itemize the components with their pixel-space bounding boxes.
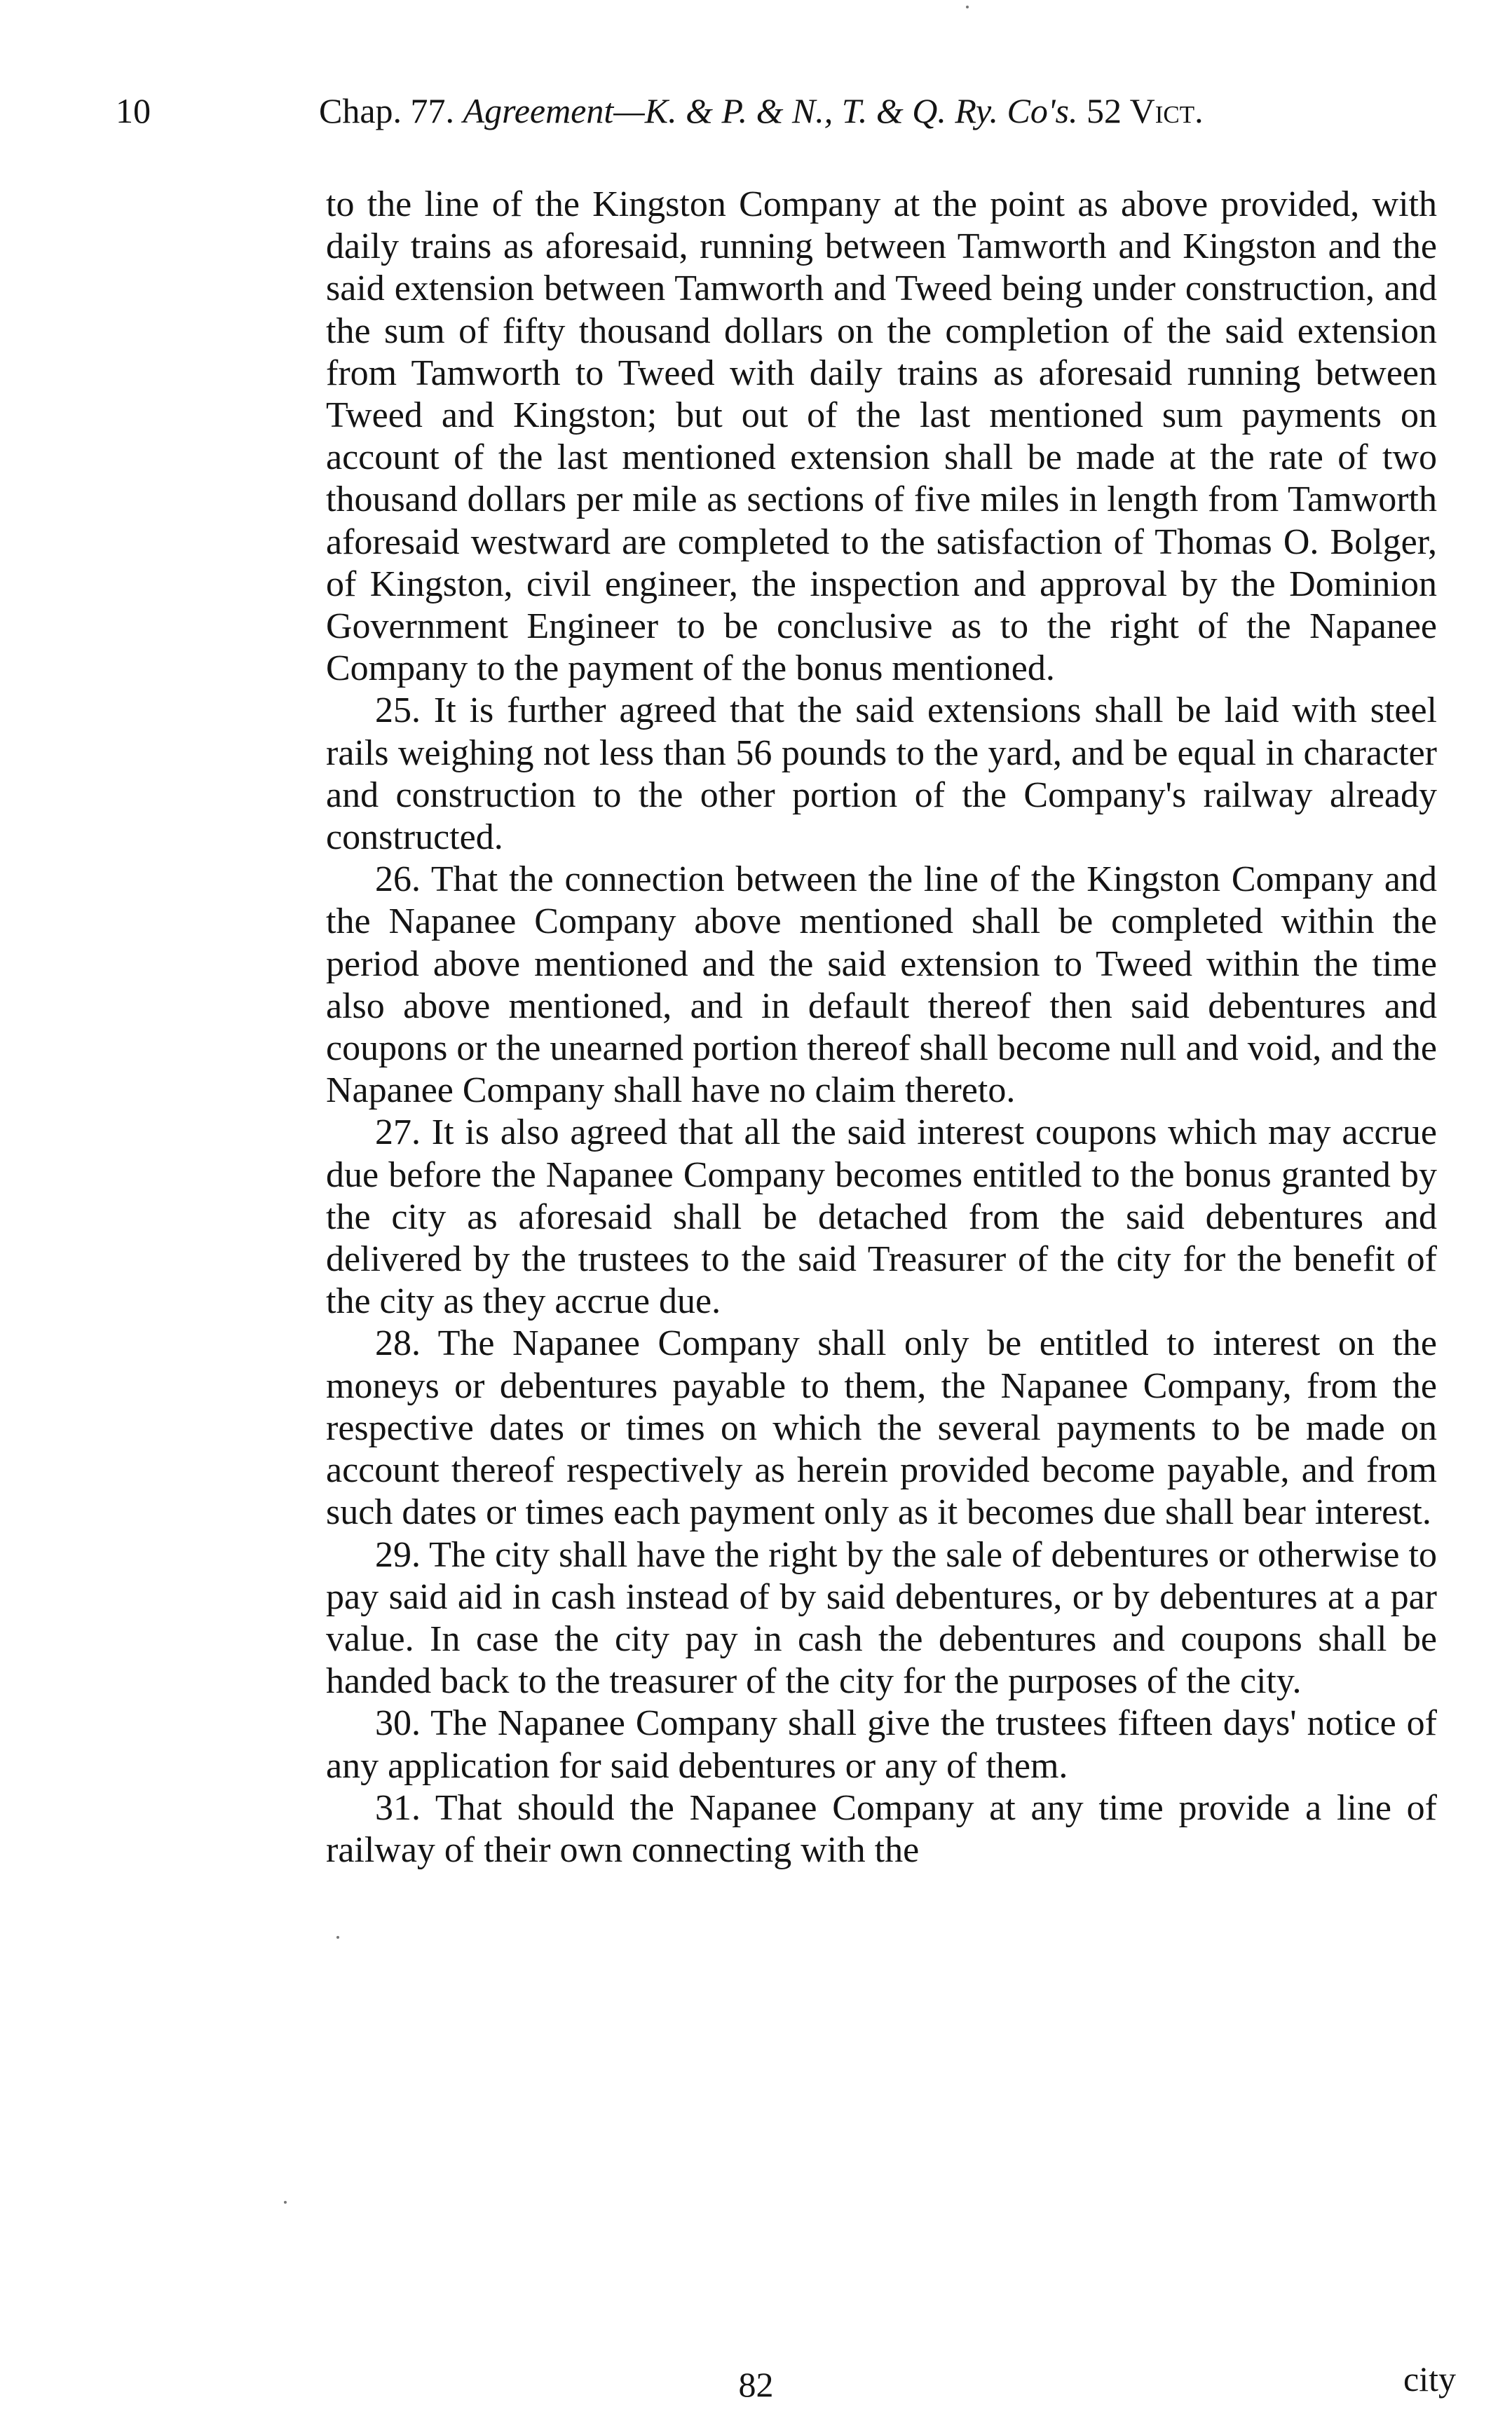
chapter-label: Chap. 77.	[319, 91, 455, 130]
section-31: 31. That should the Napanee Company at any time provide a line of railway of their own connecting with the	[326, 1787, 1437, 1870]
print-speck	[336, 1936, 339, 1939]
section-27: 27. It is also agreed that all the said interest coupons which may accrue due before the Napanee Company becomes entitled to the bonus granted by the city as aforesaid shall be detached from the said debentures and delivered by the trustees to the said Treasurer of the city for the benefit of the city as they accrue due.	[326, 1112, 1437, 1322]
catchword: city	[1403, 2359, 1456, 2399]
print-speck	[284, 2201, 287, 2204]
running-head	[319, 83, 1204, 139]
page-number: 10	[116, 91, 151, 130]
paragraph-continued: to the line of the Kingston Company at the point as above provided, with daily trains as aforesaid, running between Tamworth and Kingston and the said extension between Tamworth and Tweed being under construction, and the sum of fifty thousand dollars on the completion of the said extension from Tamworth to Tweed with daily trains as aforesaid running between Tweed and Kingston; but out of the last mentioned sum payments on account of the last mentioned extension shall be made at the rate of two thousand dollars per mile as sections of five miles in length from Tamworth aforesaid westward are completed to the satisfaction of Thomas O. Bolger, of Kingston, civil engineer, the inspection and approval by the Dominion Government Engineer to be conclusive as to the right of the Napanee Company to the payment of the bonus mentioned.	[326, 184, 1437, 689]
page-header	[0, 83, 1512, 139]
section-26: 26. That the connection between the line of the Kingston Company and the Napanee Company above mentioned shall be completed within the period above mentioned and the said extension to Tweed within the time also above mentioned, and in default thereof then said debentures and coupons or the unearned portion thereof shall become null and void, and the Napanee Company shall have no claim thereto.	[326, 859, 1437, 1111]
regnal-year: 52 Vict.	[1086, 91, 1204, 130]
print-speck	[966, 6, 969, 8]
section-25: 25. It is further agreed that the said extensions shall be laid with steel rails weighing not less than 56 pounds to the yard, and be equal in character and construction to the other portion of the Company's railway already constructed.	[326, 690, 1437, 858]
section-30: 30. The Napanee Company shall give the trustees fifteen days' notice of any application for said debentures or any of them.	[326, 1703, 1437, 1786]
act-title: Agreement—K. & P. & N., T. & Q. Ry. Co's.	[463, 91, 1078, 130]
body-text	[326, 184, 1437, 1871]
section-29: 29. The city shall have the right by the sale of debentures or otherwise to pay said aid in cash instead of by said debentures, or by debentures at a par value. In case the city pay in cash the debentures and coupons shall be handed back to the treasurer of the city for the purposes of the city.	[326, 1534, 1437, 1702]
signature-folio: 82	[738, 2365, 774, 2404]
section-28: 28. The Napanee Company shall only be entitled to interest on the moneys or debentures payable to them, the Napanee Company, from the respective dates or times on which the several payments to be made on account thereof respectively as herein provided become payable, and from such dates or times each payment only as it becomes due shall bear interest.	[326, 1323, 1437, 1533]
